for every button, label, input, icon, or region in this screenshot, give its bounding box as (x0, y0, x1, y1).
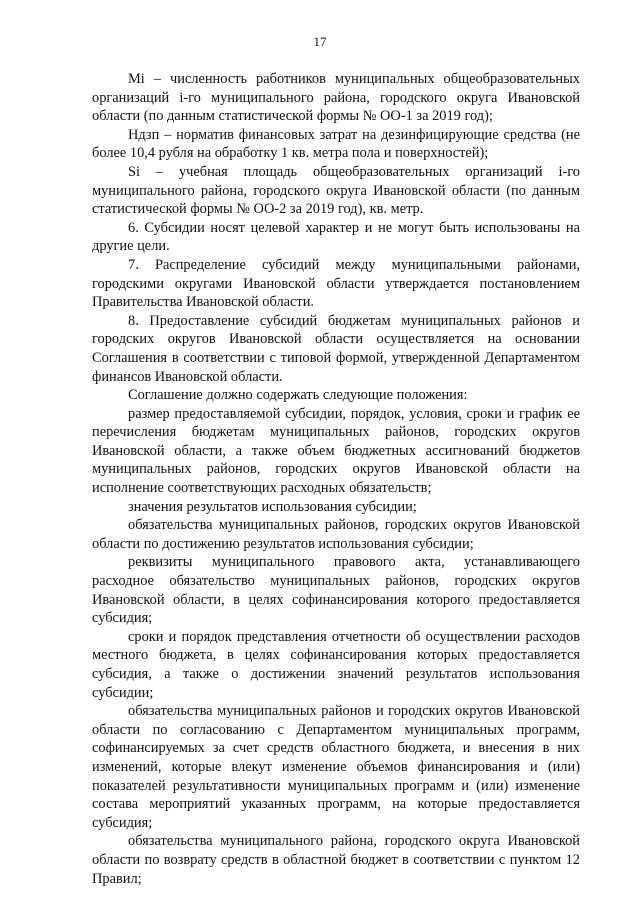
paragraph-refund-obligation: обязательства муниципального района, городского округа Ивановской области по возврату средств в областной бюджет в соответствии с пунктом 12 Правил; (92, 833, 580, 887)
paragraph-result-values: значения результатов использования субсидии; (128, 498, 417, 515)
paragraph-agreement-intro: Соглашение должно содержать следующие положения: (128, 387, 468, 404)
paragraph-obligations-results: обязательства муниципальных районов, городских округов Ивановской области по достижению результатов использования субсидии; (92, 517, 580, 552)
paragraph-legal-act-details: реквизиты муниципального правового акта, устанавливающего расходное обязательство муниципальных районов, городских округов Ивановской области, в целях софинансирования которого предоставляется субсидия; (92, 554, 580, 627)
paragraph-program-approval: обязательства муниципальных районов и городских округов Ивановской области по согласованию с Департаментом муниципальных программ, софинансируемых за счет средств областного бюджета, и внесения в них изменений, которые влекут изменение объемов финансирования и (или) показателей результативности муниципальных программ и (или) изменение состава мероприятий указанных программ, на которые предоставляется субсидия; (92, 703, 580, 831)
paragraph-ndzp-definition: Ндзп – норматив финансовых затрат на дезинфицирующие средства (не более 10,4 рубля на обработку 1 кв. метра пола и поверхностей); (92, 126, 580, 162)
paragraph-reporting-terms: сроки и порядок представления отчетности об осуществлении расходов местного бюджета, в целях софинансирования которых предоставляется субсидия, а также о достижении значений результатов использования субсидии; (92, 628, 580, 701)
paragraph-item-8: 8. Предоставление субсидий бюджетам муниципальных районов и городских округов Ивановской области осуществляется на основании Соглашения в соответствии с типовой формой, утвержденной Департаментом финансов Ивановской области. (92, 312, 580, 385)
paragraph-mi-definition: Mi – численность работников муниципальных общеобразовательных организаций i-го муниципального района, городского округа Ивановской области (по данным статистической формы № ОО-1 за 2019 год); (92, 71, 580, 125)
paragraph-si-definition: Si – учебная площадь общеобразовательных организаций i-го муниципального района, городского округа Ивановской области (по данным статистической формы № ОО-2 за 2019 год), кв. метр. (92, 163, 580, 218)
paragraph-subsidy-size: размер предоставляемой субсидии, порядок, условия, сроки и график ее перечисления бюджетам муниципальных районов, городских округов Ивановской области, а также объем бюджетных ассигнований бюджетов муниципальных районов, городских округов Ивановской области на исполнение соответствующих расходных обязательств; (92, 405, 580, 497)
paragraph-item-6: 6. Субсидии носят целевой характер и не могут быть использованы на другие цели. (92, 219, 580, 255)
page-number: 17 (313, 34, 327, 49)
document-body (92, 70, 580, 888)
paragraph-item-7: 7. Распределение субсидий между муниципальными районами, городскими округами Ивановской области утверждается постановлением Правительства Ивановской области. (92, 256, 580, 311)
